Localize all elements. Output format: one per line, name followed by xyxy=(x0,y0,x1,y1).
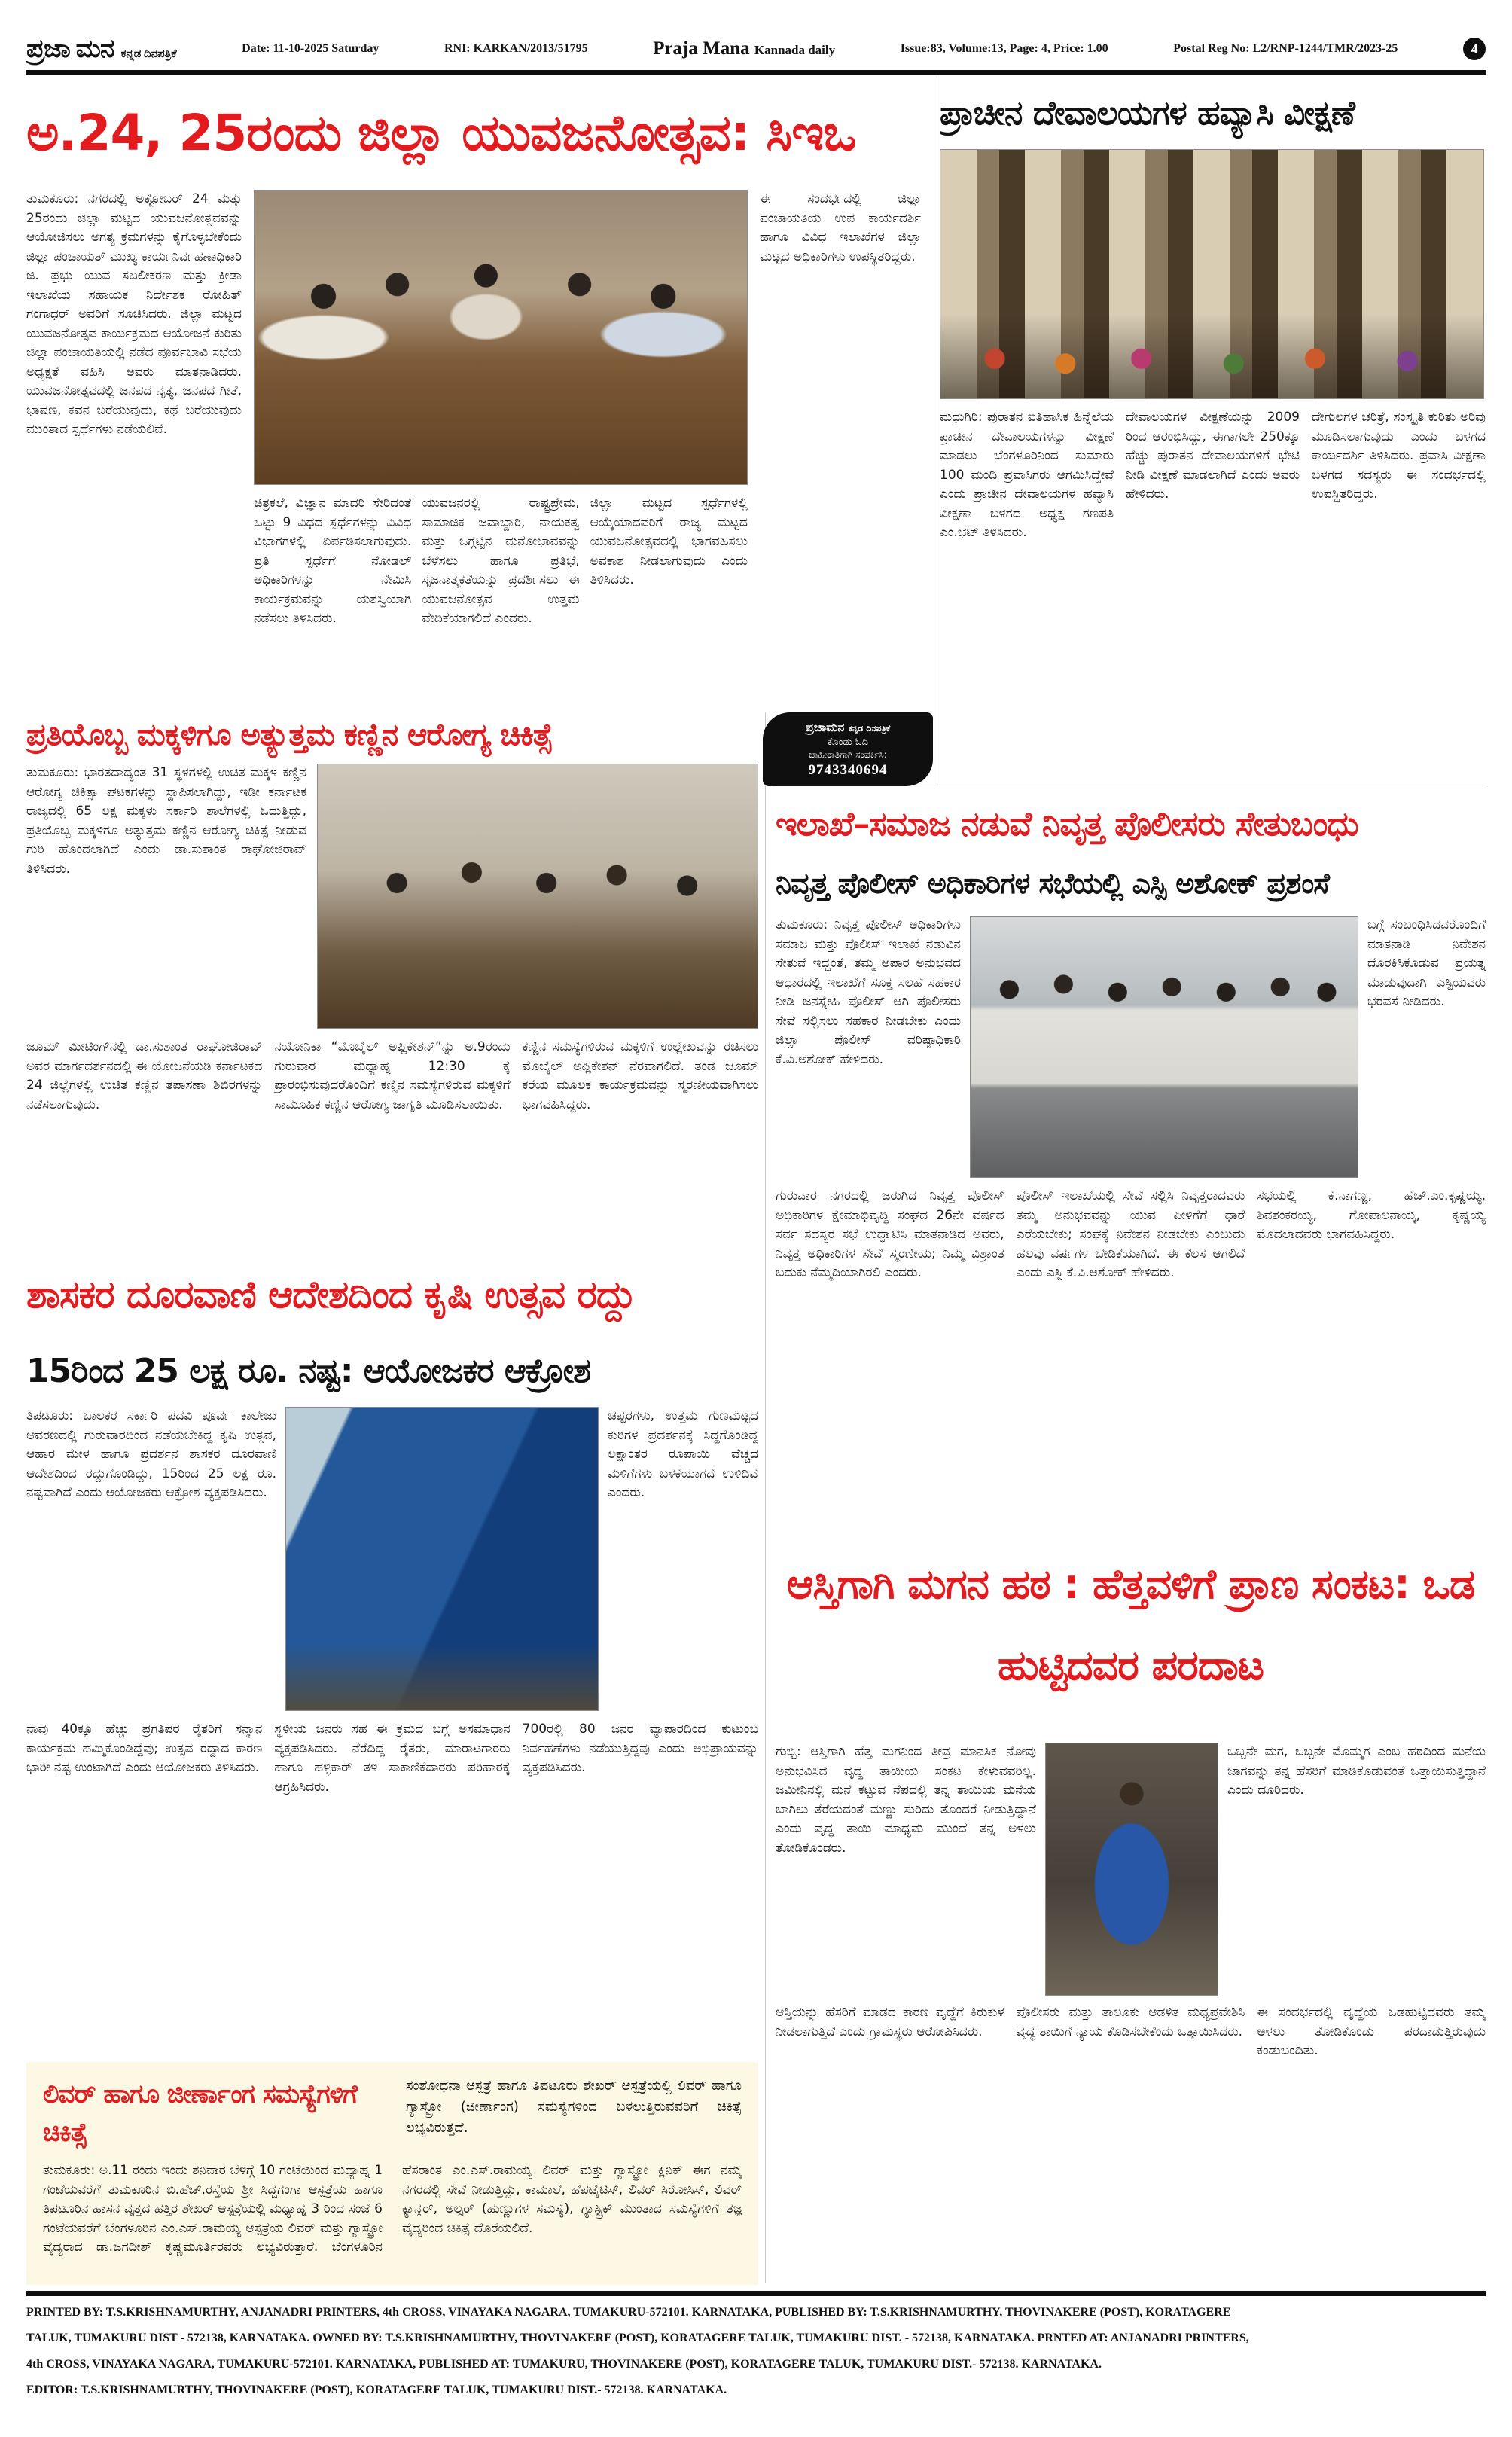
imprint-line: TALUK, TUMAKURU DIST - 572138, KARNATAKA. OWNED BY: T.S.KRISHNAMURTHY, THOVINAKERE (POST), KORATAGERE TALUK, TUMAKURU DIST. - 572138, KARNATAKA. PRNTED AT: ANJANADRI PRINTERS, xyxy=(26,2332,1249,2345)
columns-under-photo xyxy=(26,1038,758,1240)
body-column: ತಿಪಟೂರು: ಬಾಲಕರ ಸರ್ಕಾರಿ ಪದವಿ ಪೂರ್ವ ಕಾಲೇಜು ಆವರಣದಲ್ಲಿ ಗುರುವಾರದಿಂದ ನಡೆಯಬೇಕಿದ್ದ ಕೃಷಿ ಉತ್ಸವ, ಆಹಾರ ಮೇಳ ಹಾಗೂ ಪ್ರದರ್ಶನ ಶಾಸಕರ ದೂರವಾಣಿ ಆದೇಶದಿಂದ ರದ್ದುಗೊಂಡಿದ್ದು, 15ರಿಂದ 25 ಲಕ್ಷ ರೂ. ನಷ್ಟವಾಗಿದೆ ಎಂದು ಆಯೋಜಕರು ಆಕ್ರೋಶ ವ್ಯಕ್ತಪಡಿಸಿದರು. xyxy=(26,1408,276,1500)
masthead-title-main: Praja Mana xyxy=(653,38,750,59)
body-column: ಚಿತ್ರಕಲೆ, ವಿಜ್ಞಾನ ಮಾದರಿ ಸೇರಿದಂತೆ ಒಟ್ಟು 9 ವಿಧದ ಸ್ಪರ್ಧೆಗಳನ್ನು ವಿವಿಧ ವಿಭಾಗಗಳಲ್ಲಿ ಏರ್ಪಡಿಸಲಾಗುವುದು. ಪ್ರತಿ ಸ್ಪರ್ಧೆಗೆ ನೋಡಲ್ ಅಧಿಕಾರಿಗಳನ್ನು ನೇಮಿಸಿ ಕಾರ್ಯಕ್ರಮವನ್ನು ಯಶಸ್ವಿಯಾಗಿ ನಡೆಸಲು ತಿಳಿಸಿದರು. xyxy=(254,496,412,626)
subheadline-retired-police: ನಿವೃತ್ತ ಪೊಲೀಸ್ ಅಧಿಕಾರಿಗಳ ಸಭೆಯಲ್ಲಿ ಎಸ್ಪಿ ಅಶೋಕ್ ಪ್ರಶಂಸೆ xyxy=(776,866,1329,900)
headline-crop-festival: ಶಾಸಕರ ದೂರವಾಣಿ ಆದೇಶದಿಂದ ಕೃಷಿ ಉತ್ಸವ ರದ್ದು xyxy=(26,1272,636,1316)
headline-retired-police: ಇಲಾಖೆ–ಸಮಾಜ ನಡುವೆ ನಿವೃತ್ತ ಪೊಲೀಸರು ಸೇತುಬಂಧು xyxy=(776,804,1358,843)
body-column: ನಯೋನಿಕಾ “ಮೊಬೈಲ್ ಅಪ್ಲಿಕೇಶನ್”ನ್ನು ಅ.9ರಂದು ಗುರುವಾರ ಮಧ್ಯಾಹ್ನ 12:30 ಕ್ಕೆ ಪ್ರಾರಂಭಿಸುವುದರೊಂದಿಗೆ ಕಣ್ಣಿನ ಸಮಸ್ಯೆಗಳಿರುವ ಮಕ್ಕಳಿಗೆ ಸಾಮೂಹಿಕ ಕಣ್ಣಿನ ಆರೋಗ್ಯ ಜಾಗೃತಿ ಮೂಡಿಸಲಾಯಿತು. xyxy=(274,1039,511,1112)
story-body xyxy=(940,408,1486,774)
story-youth-festival xyxy=(26,77,931,708)
story-property-dispute xyxy=(776,1544,1486,2286)
body-column: ಮಧುಗಿರಿ: ಪುರಾತನ ಐತಿಹಾಸಿಕ ಹಿನ್ನೆಲೆಯ ಪ್ರಾಚೀನ ದೇವಾಲಯಗಳನ್ನು ವೀಕ್ಷಣೆ ಮಾಡಲು ಬೆಂಗಳೂರಿನಿಂದ ಸುಮಾರು 100 ಮಂದಿ ಪ್ರವಾಸಿಗರು ಆಗಮಿಸಿದ್ದೇವೆ ಎಂದು ಪ್ರಾಚೀನ ದೇವಾಲಯಗಳ ಹವ್ಯಾಸಿ ವೀಕ್ಷಣಾ ಬಳಗದ ಅಧ್ಯಕ್ಷ ಗಣಪತಿ ಎಂ.ಭಟ್ ತಿಳಿಸಿದರು. xyxy=(940,410,1114,540)
photo-and-text xyxy=(254,190,748,696)
body-column: ಜೂಮ್ ಮೀಟಿಂಗ್‌ನಲ್ಲಿ ಡಾ.ಸುಶಾಂತ ರಾಘೋಜಿರಾವ್ ಅವರ ಮಾರ್ಗದರ್ಶನದಲ್ಲಿ ಈ ಯೋಜನೆಯಡಿ ಕರ್ನಾಟಕದ 24 ಜಿಲ್ಲೆಗಳಲ್ಲಿ ಉಚಿತ ಕಣ್ಣಿನ ತಪಾಸಣಾ ಶಿಬಿರಗಳನ್ನು ನಡೆಸಲಾಗುವುದು. xyxy=(26,1039,263,1112)
panel-top-row xyxy=(43,2076,742,2155)
ad-box-title xyxy=(806,720,890,735)
imprint-line: 4th CROSS, VINAYAKA NAGARA, TUMAKURU-572101. KARNATAKA, PUBLISHED AT: TUMAKURU, THOVINAKERE (POST), KORATAGERE TALUK, TUMAKURU DIST.- 572138. KARNATAKA. xyxy=(26,2357,1102,2371)
masthead-title-english xyxy=(653,38,835,59)
story-liver-treatment-notice xyxy=(26,2062,758,2285)
story-temple-viewing xyxy=(940,77,1486,786)
masthead-issue-line: Issue:83, Volume:13, Page: 4, Price: 1.00 xyxy=(900,42,1108,55)
subscription-ad-box xyxy=(763,712,933,786)
masthead-postal-reg: Postal Reg No: L2/RNP-1244/TMR/2023-25 xyxy=(1173,42,1398,55)
headline-property-dispute: ಆಸ್ತಿಗಾಗಿ ಮಗನ ಹಠ : ಹೆತ್ತವಳಿಗೆ ಪ್ರಾಣ ಸಂಕಟ: ಒಡ ಹುಟ್ಟಿದವರ ಪರದಾಟ xyxy=(786,1560,1475,1689)
masthead-date: Date: 11-10-2025 Saturday xyxy=(242,42,380,55)
body-column: ಸ್ಥಳೀಯ ಜನರು ಸಹ ಈ ಕ್ರಮದ ಬಗ್ಗೆ ಅಸಮಾಧಾನ ವ್ಯಕ್ತಪಡಿಸಿದರು. ನೆರೆದಿದ್ದ ರೈತರು, ಮಾರಾಟಗಾರರು ಹಾಗೂ ಹಳ್ಳಿಕಾರ್ ತಳಿ ಸಾಕಾಣಿಕೆದಾರರು ಪರಿಹಾರಕ್ಕೆ ಆಗ್ರಹಿಸಿದರು. xyxy=(274,1722,511,1795)
story-body xyxy=(776,916,1486,1178)
headline-eye-health: ಪ್ರತಿಯೊಬ್ಬ ಮಕ್ಕಳಿಗೂ ಅತ್ಯುತ್ತಮ ಕಣ್ಣಿನ ಆರೋಗ್ಯ ಚಿಕಿತ್ಸೆ xyxy=(26,718,553,752)
columns-under-photo xyxy=(776,2003,1486,2268)
body-column: ಯುವಜನರಲ್ಲಿ ರಾಷ್ಟ್ರಪ್ರೇಮ, ಸಾಮಾಜಿಕ ಜವಾಬ್ದಾರಿ, ನಾಯಕತ್ವ ಮತ್ತು ಒಗ್ಗಟ್ಟಿನ ಮನೋಭಾವವನ್ನು ಬೆಳೆಸಲು ಹಾಗೂ ಪ್ರತಿಭೆ, ಸೃಜನಾತ್ಮಕತೆಯನ್ನು ಪ್ರದರ್ಶಿಸಲು ಈ ಯುವಜನೋತ್ಸವ ಉತ್ತಮ ವೇದಿಕೆಯಾಗಲಿದೆ ಎಂದರು. xyxy=(422,496,580,626)
eye-camp-meeting-photo xyxy=(317,764,758,1029)
body-column: ತುಮಕೂರು: ನಗರದಲ್ಲಿ ಅಕ್ಟೋಬರ್ 24 ಮತ್ತು 25ರಂದು ಜಿಲ್ಲಾ ಮಟ್ಟದ ಯುವಜನೋತ್ಸವವನ್ನು ಆಯೋಜಿಸಲು ಅಗತ್ಯ ಕ್ರಮಗಳನ್ನು ಕೈಗೊಳ್ಳಬೇಕೆಂದು ಜಿಲ್ಲಾ ಪಂಚಾಯತ್ ಮುಖ್ಯ ಕಾರ್ಯನಿರ್ವಹಣಾಧಿಕಾರಿ ಜಿ. ಪ್ರಭು ಯುವ ಸಬಲೀಕರಣ ಮತ್ತು ಕ್ರೀಡಾ ಇಲಾಖೆಯ ಸಹಾಯಕ ನಿರ್ದೇಶಕ ರೋಹಿತ್ ಗಂಗಾಧರ್ ಅವರಿಗೆ ಸೂಚಿಸಿದರು. ಜಿಲ್ಲಾ ಮಟ್ಟದ ಯುವಜನೋತ್ಸವ ಕಾರ್ಯಕ್ರಮದ ಆಯೋಜನೆ ಕುರಿತು ಜಿಲ್ಲಾ ಪಂಚಾಯತಿಯಲ್ಲಿ ನಡೆದ ಪೂರ್ವಭಾವಿ ಸಭೆಯ ಅಧ್ಯಕ್ಷತೆ ವಹಿಸಿ ಅವರು ಮಾತನಾಡಿದರು. ಯುವಜನೋತ್ಸವದಲ್ಲಿ ಜನಪದ ನೃತ್ಯ, ಜನಪದ ಗೀತೆ, ಭಾಷಣ, ಕವನ ಬರೆಯುವುದು, ಕಥೆ ಬರೆಯುವುದು ಮುಂತಾದ ಸ್ಪರ್ಧೆಗಳು ನಡೆಯಲಿವೆ. xyxy=(26,191,242,437)
logo-kannada: ಪ್ರಜಾ ಮನ xyxy=(26,34,114,63)
temple-group-photo xyxy=(940,149,1484,399)
body-column: ಚಪ್ಪರಗಳು, ಉತ್ತಮ ಗುಣಮಟ್ಟದ ಕುರಿಗಳ ಪ್ರದರ್ಶನಕ್ಕೆ ಸಿದ್ಧಗೊಂಡಿದ್ದ ಲಕ್ಷಾಂತರ ರೂಪಾಯಿ ವೆಚ್ಚದ ಮಳಿಗೆಗಳು ಬಳಕೆಯಾಗದೆ ಉಳಿದಿವೆ ಎಂದರು. xyxy=(608,1408,758,1500)
body-column: ಈ ಸಂದರ್ಭದಲ್ಲಿ ಜಿಲ್ಲಾ ಪಂಚಾಯತಿಯ ಉಪ ಕಾರ್ಯದರ್ಶಿ ಹಾಗೂ ವಿವಿಧ ಇಲಾಖೆಗಳ ಜಿಲ್ಲಾ ಮಟ್ಟದ ಅಧಿಕಾರಿಗಳು ಉಪಸ್ಥಿತರಿದ್ದರು. xyxy=(760,191,921,264)
ad-box-paper-name: ಪ್ರಜಾಮನ xyxy=(805,720,845,734)
imprint-line: EDITOR: T.S.KRISHNAMURTHY, THOVINAKERE (POST), KORATAGERE TALUK, TUMAKURU DIST.- 572138. KARNATAKA. xyxy=(26,2384,727,2397)
body-column: ಒಬ್ಬನೇ ಮಗ, ಒಬ್ಬನೇ ಮೊಮ್ಮಗ ಎಂಬ ಹಠದಿಂದ ಮನೆಯ ಜಾಗವನ್ನು ತನ್ನ ಹೆಸರಿಗೆ ಮಾಡಿಕೊಡುವಂತೆ ಒತ್ತಾಯಿಸುತ್ತಿದ್ದಾನೆ ಎಂದು ದೂರಿದರು. xyxy=(1227,1744,1486,1798)
headline-temple-viewing: ಪ್ರಾಚೀನ ದೇವಾಲಯಗಳ ಹವ್ಯಾಸಿ ವೀಕ್ಷಣೆ xyxy=(940,93,1355,133)
headline-liver-treatment: ಲಿವರ್ ಹಾಗೂ ಜೀರ್ಣಾಂಗ ಸಮಸ್ಯೆಗಳಿಗೆ ಚಿಕಿತ್ಸೆ xyxy=(43,2079,357,2148)
liver-body-text: ತುಮಕೂರು: ಅ.11 ರಂದು ಇಂದು ಶನಿವಾರ ಬೆಳಿಗ್ಗೆ 10 ಗಂಟೆಯಿಂದ ಮಧ್ಯಾಹ್ನ 1 ಗಂಟೆಯವರೆಗೆ ತುಮಕೂರಿನ ಬಿ.ಹೆಚ್.ರಸ್ತೆಯ ಶ್ರೀ ಸಿದ್ದಗಂಗಾ ಆಸ್ಪತ್ರೆಯ ಹಾಗೂ ತಿಪಟೂರಿನ ಹಾಸನ ವೃತ್ತದ ಹತ್ತಿರ ಶೇಖರ್ ಆಸ್ಪತ್ರೆಯಲ್ಲಿ ಮಧ್ಯಾಹ್ನ 3 ರಿಂದ ಸಂಜೆ 6 ಗಂಟೆಯವರೆಗೆ ಬೆಂಗಳೂರಿನ ಎಂ.ಎಸ್.ರಾಮಯ್ಯ ಆಸ್ಪತ್ರೆಯ ಲಿವರ್ ಮತ್ತು ಗ್ಯಾಸ್ಟ್ರೋ ವೈದ್ಯರಾದ ಡಾ.ಜಗದೀಶ್ ಕೃಷ್ಣಮೂರ್ತಿರವರು ಲಭ್ಯವಿರುತ್ತಾರೆ. ಬೆಂಗಳೂರಿನ ಹೆಸರಾಂತ ಎಂ.ಎಸ್.ರಾಮಯ್ಯ ಲಿವರ್ ಮತ್ತು ಗ್ಯಾಸ್ಟ್ರೋ ಕ್ಲಿನಿಕ್ ಈಗ ನಮ್ಮ ನಗರದಲ್ಲಿ ಸೇವೆ ನೀಡುತ್ತಿದ್ದು, ಕಾಮಾಲೆ, ಹೆಪಟೈಟಿಸ್, ಲಿವರ್ ಸಿರೋಸಿಸ್, ಲಿವರ್ ಕ್ಯಾನ್ಸರ್, ಅಲ್ಸರ್ (ಹುಣ್ಣುಗಳ ಸಮಸ್ಯೆ), ಗ್ಯಾಸ್ಟ್ರಿಕ್ ಮುಂತಾದ ಸಮಸ್ಯೆಗಳಿಗೆ ತಜ್ಞ ವೈದ್ಯರಿಂದ ಚಿಕಿತ್ಸೆ ದೊರೆಯಲಿದೆ. xyxy=(43,2163,742,2255)
story-retired-police xyxy=(776,792,1486,1538)
body-column: ಗುಬ್ಬಿ: ಆಸ್ತಿಗಾಗಿ ಹೆತ್ತ ಮಗನಿಂದ ತೀವ್ರ ಮಾನಸಿಕ ನೋವು ಅನುಭವಿಸಿದ ವೃದ್ಧ ತಾಯಿಯ ಸಂಕಟ ಕೇಳುವವರಿಲ್ಲ. ಜಮೀನಿನಲ್ಲಿ ಮನೆ ಕಟ್ಟುವ ನೆಪದಲ್ಲಿ ತನ್ನ ತಾಯಿಯ ಮನೆಯ ಬಾಗಿಲು ತೆರೆಯದಂತೆ ಮಣ್ಣು ಸುರಿದು ತೊಂದರೆ ನೀಡುತ್ತಿದ್ದಾನೆ ಎಂದು ವೃದ್ಧ ತಾಯಿ ಮಾಧ್ಯಮ ಮುಂದೆ ತನ್ನ ಅಳಲು ತೋಡಿಕೊಂಡರು. xyxy=(776,1744,1036,1856)
ad-box-phone-number: 9743340694 xyxy=(808,762,888,778)
masthead-title-sub: Kannada daily xyxy=(754,43,836,57)
story-body xyxy=(26,764,758,1029)
body-column: ತುಮಕೂರು: ಭಾರತದಾದ್ಯಂತ 31 ಸ್ಥಳಗಳಲ್ಲಿ ಉಚಿತ ಮಕ್ಕಳ ಕಣ್ಣಿನ ಆರೋಗ್ಯ ಚಿಕಿತ್ಸಾ ಘಟಕಗಳನ್ನು ಸ್ಥಾಪಿಸಲಾಗಿದ್ದು, ಇಡೀ ಕರ್ನಾಟಕ ರಾಜ್ಯದಲ್ಲಿ 65 ಲಕ್ಷ ಮಕ್ಕಳು ಸರ್ಕಾರಿ ಶಾಲೆಗಳಲ್ಲಿ ಓದುತ್ತಿದ್ದು, ಪ್ರತಿಯೊಬ್ಬ ಮಕ್ಕಳಿಗೂ ಅತ್ಯುತ್ತಮ ಕಣ್ಣಿನ ಆರೋಗ್ಯ ಚಿಕಿತ್ಸೆ ನೀಡುವ ಗುರಿ ಹೊಂದಲಾಗಿದೆ ಎಂದು ಡಾ.ಸುಶಾಂತ ರಾಘೋಜಿರಾವ್ ತಿಳಿಸಿದರು. xyxy=(26,765,306,877)
logo-subtitle: ಕನ್ನಡ ದಿನಪತ್ರಿಕೆ xyxy=(120,48,177,60)
body-column: ತುಮಕೂರು: ನಿವೃತ್ತ ಪೊಲೀಸ್ ಅಧಿಕಾರಿಗಳು ಸಮಾಜ ಮತ್ತು ಪೊಲೀಸ್ ಇಲಾಖೆ ನಡುವಿನ ಸೇತುವೆ ಇದ್ದಂತೆ, ತಮ್ಮ ಅಪಾರ ಅನುಭವದ ಆಧಾರದಲ್ಲಿ ಇಲಾಖೆಗೆ ಸೂಕ್ತ ಸಲಹೆ ಸಹಕಾರ ನೀಡಿ ಜನಸ್ನೇಹಿ ಪೊಲೀಸ್ ಆಗಿ ಪೊಲೀಸರು ಸೇವೆ ಸಲ್ಲಿಸಲು ಸಹಕಾರ ನೀಡಬೇಕು ಎಂದು ಜಿಲ್ಲಾ ಪೊಲೀಸ್ ವರಿಷ್ಠಾಧಿಕಾರಿ ಕೆ.ವಿ.ಅಶೋಕ್ ಹೇಳಿದರು. xyxy=(776,917,961,1067)
story-eye-health xyxy=(26,711,758,1249)
body-column: 700ರಲ್ಲಿ 80 ಜನರ ವ್ಯಾಪಾರದಿಂದ ಕುಟುಂಬ ನಿರ್ವಹಣೆಗಳು ನಡೆಯುತ್ತಿದ್ದವು ಎಂದು ಅಭಿಪ್ರಾಯವನ್ನು ವ್ಯಕ್ತಪಡಿಸಿದರು. xyxy=(522,1722,758,1775)
page-number-badge: 4 xyxy=(1463,38,1486,60)
elderly-woman-photo xyxy=(1045,1743,1218,1996)
ad-box-contact-line: ಜಾಹೀರಾತಿಗಾಗಿ ಸಂಪರ್ಕಿಸಿ: xyxy=(809,749,887,760)
footer-divider xyxy=(26,2291,1486,2296)
columns-under-photo xyxy=(776,1187,1486,1524)
body-column: ಪೊಲೀಸ್ ಇಲಾಖೆಯಲ್ಲಿ ಸೇವೆ ಸಲ್ಲಿಸಿ ನಿವೃತ್ತರಾದವರು ತಮ್ಮ ಅನುಭವವನ್ನು ಯುವ ಪೀಳಿಗೆಗೆ ಧಾರೆ ಎರೆಯಬೇಕು; ಸಂಘಕ್ಕೆ ನಿವೇಶನ ನೀಡಬೇಕು ಎಂಬುದು ಹಲವು ವರ್ಷಗಳ ಬೇಡಿಕೆಯಾಗಿದೆ. ಈ ಕೆಲಸ ಆಗಲಿದೆ ಎಂದು ಎಸ್ಪಿ ಕೆ.ವಿ.ಅಶೋಕ್ ಹೇಳಿದರು. xyxy=(1016,1188,1245,1280)
ad-box-paper-sub: ಕನ್ನಡ ದಿನಪತ್ರಿಕೆ xyxy=(848,724,891,734)
masthead-divider xyxy=(26,70,1486,75)
story-body xyxy=(26,190,931,696)
ad-box-read-line: ಕೊಂಡು ಓದಿ xyxy=(827,737,869,748)
body-column: ದೇಗುಲಗಳ ಚರಿತ್ರೆ, ಸಂಸ್ಕೃತಿ ಕುರಿತು ಅರಿವು ಮೂಡಿಸಲಾಗುವುದು ಎಂದು ಬಳಗದ ಕಾರ್ಯದರ್ಶಿ ತಿಳಿಸಿದರು. ಪ್ರವಾಸಿ ವೀಕ್ಷಣಾ ಬಳಗದ ಸದಸ್ಯರು ಈ ಸಂದರ್ಭದಲ್ಲಿ ಉಪಸ್ಥಿತರಿದ್ದರು. xyxy=(1312,410,1486,502)
newspaper-logo xyxy=(26,34,177,64)
body-column: ಈ ಸಂದರ್ಭದಲ್ಲಿ ವೃದ್ಧೆಯ ಒಡಹುಟ್ಟಿದವರು ತಮ್ಮ ಅಳಲು ತೋಡಿಕೊಂಡು ಪರದಾಡುತ್ತಿರುವುದು ಕಂಡುಬಂದಿತು. xyxy=(1257,2005,1486,2058)
vertical-divider xyxy=(765,712,766,2283)
liver-intro-text: ಸಂಶೋಧನಾ ಆಸ್ಪತ್ರೆ ಹಾಗೂ ತಿಪಟೂರು ಶೇಖರ್ ಆಸ್ಪತ್ರೆಯಲ್ಲಿ ಲಿವರ್ ಹಾಗೂ ಗ್ಯಾಸ್ಟ್ರೋ (ಜೀರ್ಣಾಂಗ) ಸಮಸ್ಯೆಗಳಿಂದ ಬಳಲುತ್ತಿರುವವರಿಗೆ ಚಿಕಿತ್ಸೆ ಲಭ್ಯವಿರುತ್ತದೆ. xyxy=(406,2078,742,2136)
masthead-rni: RNI: KARKAN/2013/51795 xyxy=(444,42,588,55)
columns-under-photo xyxy=(26,1720,758,2045)
headline-youth-festival: ಅ.24, 25ರಂದು ಜಿಲ್ಲಾ ಯುವಜನೋತ್ಸವ: ಸಿಇಒ xyxy=(26,103,856,162)
body-column: ಪೊಲೀಸರು ಮತ್ತು ತಾಲೂಕು ಆಡಳಿತ ಮಧ್ಯಪ್ರವೇಶಿಸಿ ವೃದ್ಧ ತಾಯಿಗೆ ನ್ಯಾಯ ಕೊಡಿಸಬೇಕೆಂದು ಒತ್ತಾಯಿಸಿದರು. xyxy=(1016,2005,1245,2039)
masthead xyxy=(26,30,1486,68)
body-column: ಕಣ್ಣಿನ ಸಮಸ್ಯೆಗಳಿರುವ ಮಕ್ಕಳಿಗೆ ಉಲ್ಲೇಖವನ್ನು ರಚಿಸಲು ಮೊಬೈಲ್ ಅಪ್ಲಿಕೇಶನ್ ನೆರವಾಗಲಿದೆ. ತಂಡ ಜೂಮ್ ಕರೆಯ ಮೂಲಕ ಕಾರ್ಯಕ್ರಮವನ್ನು ಸ್ಮರಣೀಯವಾಗಿಸಲು ಭಾಗವಹಿಸಿದ್ದರು. xyxy=(522,1039,758,1112)
body-column: ಜಿಲ್ಲಾ ಮಟ್ಟದ ಸ್ಪರ್ಧೆಗಳಲ್ಲಿ ಆಯ್ಕೆಯಾದವರಿಗೆ ರಾಜ್ಯ ಮಟ್ಟದ ಯುವಜನೋತ್ಸವದಲ್ಲಿ ಭಾಗವಹಿಸಲು ಅವಕಾಶ ನೀಡಲಾಗುವುದು ಎಂದು ತಿಳಿಸಿದರು. xyxy=(590,496,748,587)
story-body xyxy=(26,1407,758,1711)
body-column: ನಾವು 40ಕ್ಕೂ ಹೆಚ್ಚು ಪ್ರಗತಿಪರ ರೈತರಿಗೆ ಸನ್ಮಾನ ಕಾರ್ಯಕ್ರಮ ಹಮ್ಮಿಕೊಂಡಿದ್ದೆವು; ಉತ್ಸವ ರದ್ದಾದ ಕಾರಣ ಭಾರೀ ನಷ್ಟ ಉಂಟಾಗಿದೆ ಎಂದು ಆಯೋಜಕರು ತಿಳಿಸಿದರು. xyxy=(26,1722,263,1775)
imprint-footer xyxy=(26,2300,1486,2404)
columns-under-photo xyxy=(254,494,748,693)
story-crop-festival-cancelled xyxy=(26,1250,758,2057)
body-column: ಆಸ್ತಿಯನ್ನು ಹೆಸರಿಗೆ ಮಾಡದ ಕಾರಣ ವೃದ್ಧೆಗೆ ಕಿರುಕುಳ ನೀಡಲಾಗುತ್ತಿದೆ ಎಂದು ಗ್ರಾಮಸ್ಥರು ಆರೋಪಿಸಿದರು. xyxy=(776,2005,1004,2039)
subheadline-crop-festival: 15ರಿಂದ 25 ಲಕ್ಷ ರೂ. ನಷ್ಟ: ಆಯೋಜಕರ ಆಕ್ರೋಶ xyxy=(26,1351,591,1390)
body-column: ದೇವಾಲಯಗಳ ವೀಕ್ಷಣೆಯನ್ನು 2009 ರಿಂದ ಆರಂಭಿಸಿದ್ದು, ಈಗಾಗಲೇ 250ಕ್ಕೂ ಹೆಚ್ಚು ಪುರಾತನ ದೇವಾಲಯಗಳಿಗೆ ಭೇಟಿ ನೀಡಿ ವೀಕ್ಷಣೆ ಮಾಡಲಾಗಿದೆ ಎಂದು ಅವರು ಹೇಳಿದರು. xyxy=(1126,410,1300,502)
body-column: ಬಗ್ಗೆ ಸಂಬಂಧಿಸಿದವರೊಂದಿಗೆ ಮಾತನಾಡಿ ನಿವೇಶನ ದೊರಕಿಸಿಕೊಡುವ ಪ್ರಯತ್ನ ಮಾಡುವುದಾಗಿ ಎಸ್ಪಿಯವರು ಭರವಸೆ ನೀಡಿದರು. xyxy=(1367,917,1486,1009)
district-meeting-photo xyxy=(254,190,748,485)
police-officers-group-photo xyxy=(970,916,1358,1178)
body-column: ಸಭೆಯಲ್ಲಿ ಕೆ.ನಾಗಣ್ಣ, ಹೆಚ್.ಎಂ.ಕೃಷ್ಣಯ್ಯ, ಶಿವಶಂಕರಯ್ಯ, ಗೋಪಾಲನಾಯ್ಕ, ಕೃಷ್ಣಯ್ಯ ಮೊದಲಾದವರು ಭಾಗವಹಿಸಿದ್ದರು. xyxy=(1257,1188,1486,1242)
imprint-line: PRINTED BY: T.S.KRISHNAMURTHY, ANJANADRI PRINTERS, 4th CROSS, VINAYAKA NAGARA, TUMAKURU-572101. KARNATAKA, PUBLISHED BY: T.S.KRISHNAMURTHY, THOVINAKERE (POST), KORATAGERE xyxy=(26,2306,1231,2319)
story-body xyxy=(776,1743,1486,1996)
body-column: ಗುರುವಾರ ನಗರದಲ್ಲಿ ಜರುಗಿದ ನಿವೃತ್ತ ಪೊಲೀಸ್ ಅಧಿಕಾರಿಗಳ ಕ್ಷೇಮಾಭಿವೃದ್ಧಿ ಸಂಘದ 26ನೇ ವರ್ಷದ ಸರ್ವ ಸದಸ್ಯರ ಸಭೆ ಉದ್ಘಾಟಿಸಿ ಮಾತನಾಡಿದ ಅವರು, ನಿವೃತ್ತ ಅಧಿಕಾರಿಗಳ ಸೇವೆ ಸ್ಮರಣೀಯ; ನಿಮ್ಮ ವಿಶ್ರಾಂತ ಬದುಕು ನೆಮ್ಮದಿಯಾಗಿರಲಿ ಎಂದರು. xyxy=(776,1188,1004,1280)
festival-ground-tarp-photo xyxy=(285,1407,599,1711)
